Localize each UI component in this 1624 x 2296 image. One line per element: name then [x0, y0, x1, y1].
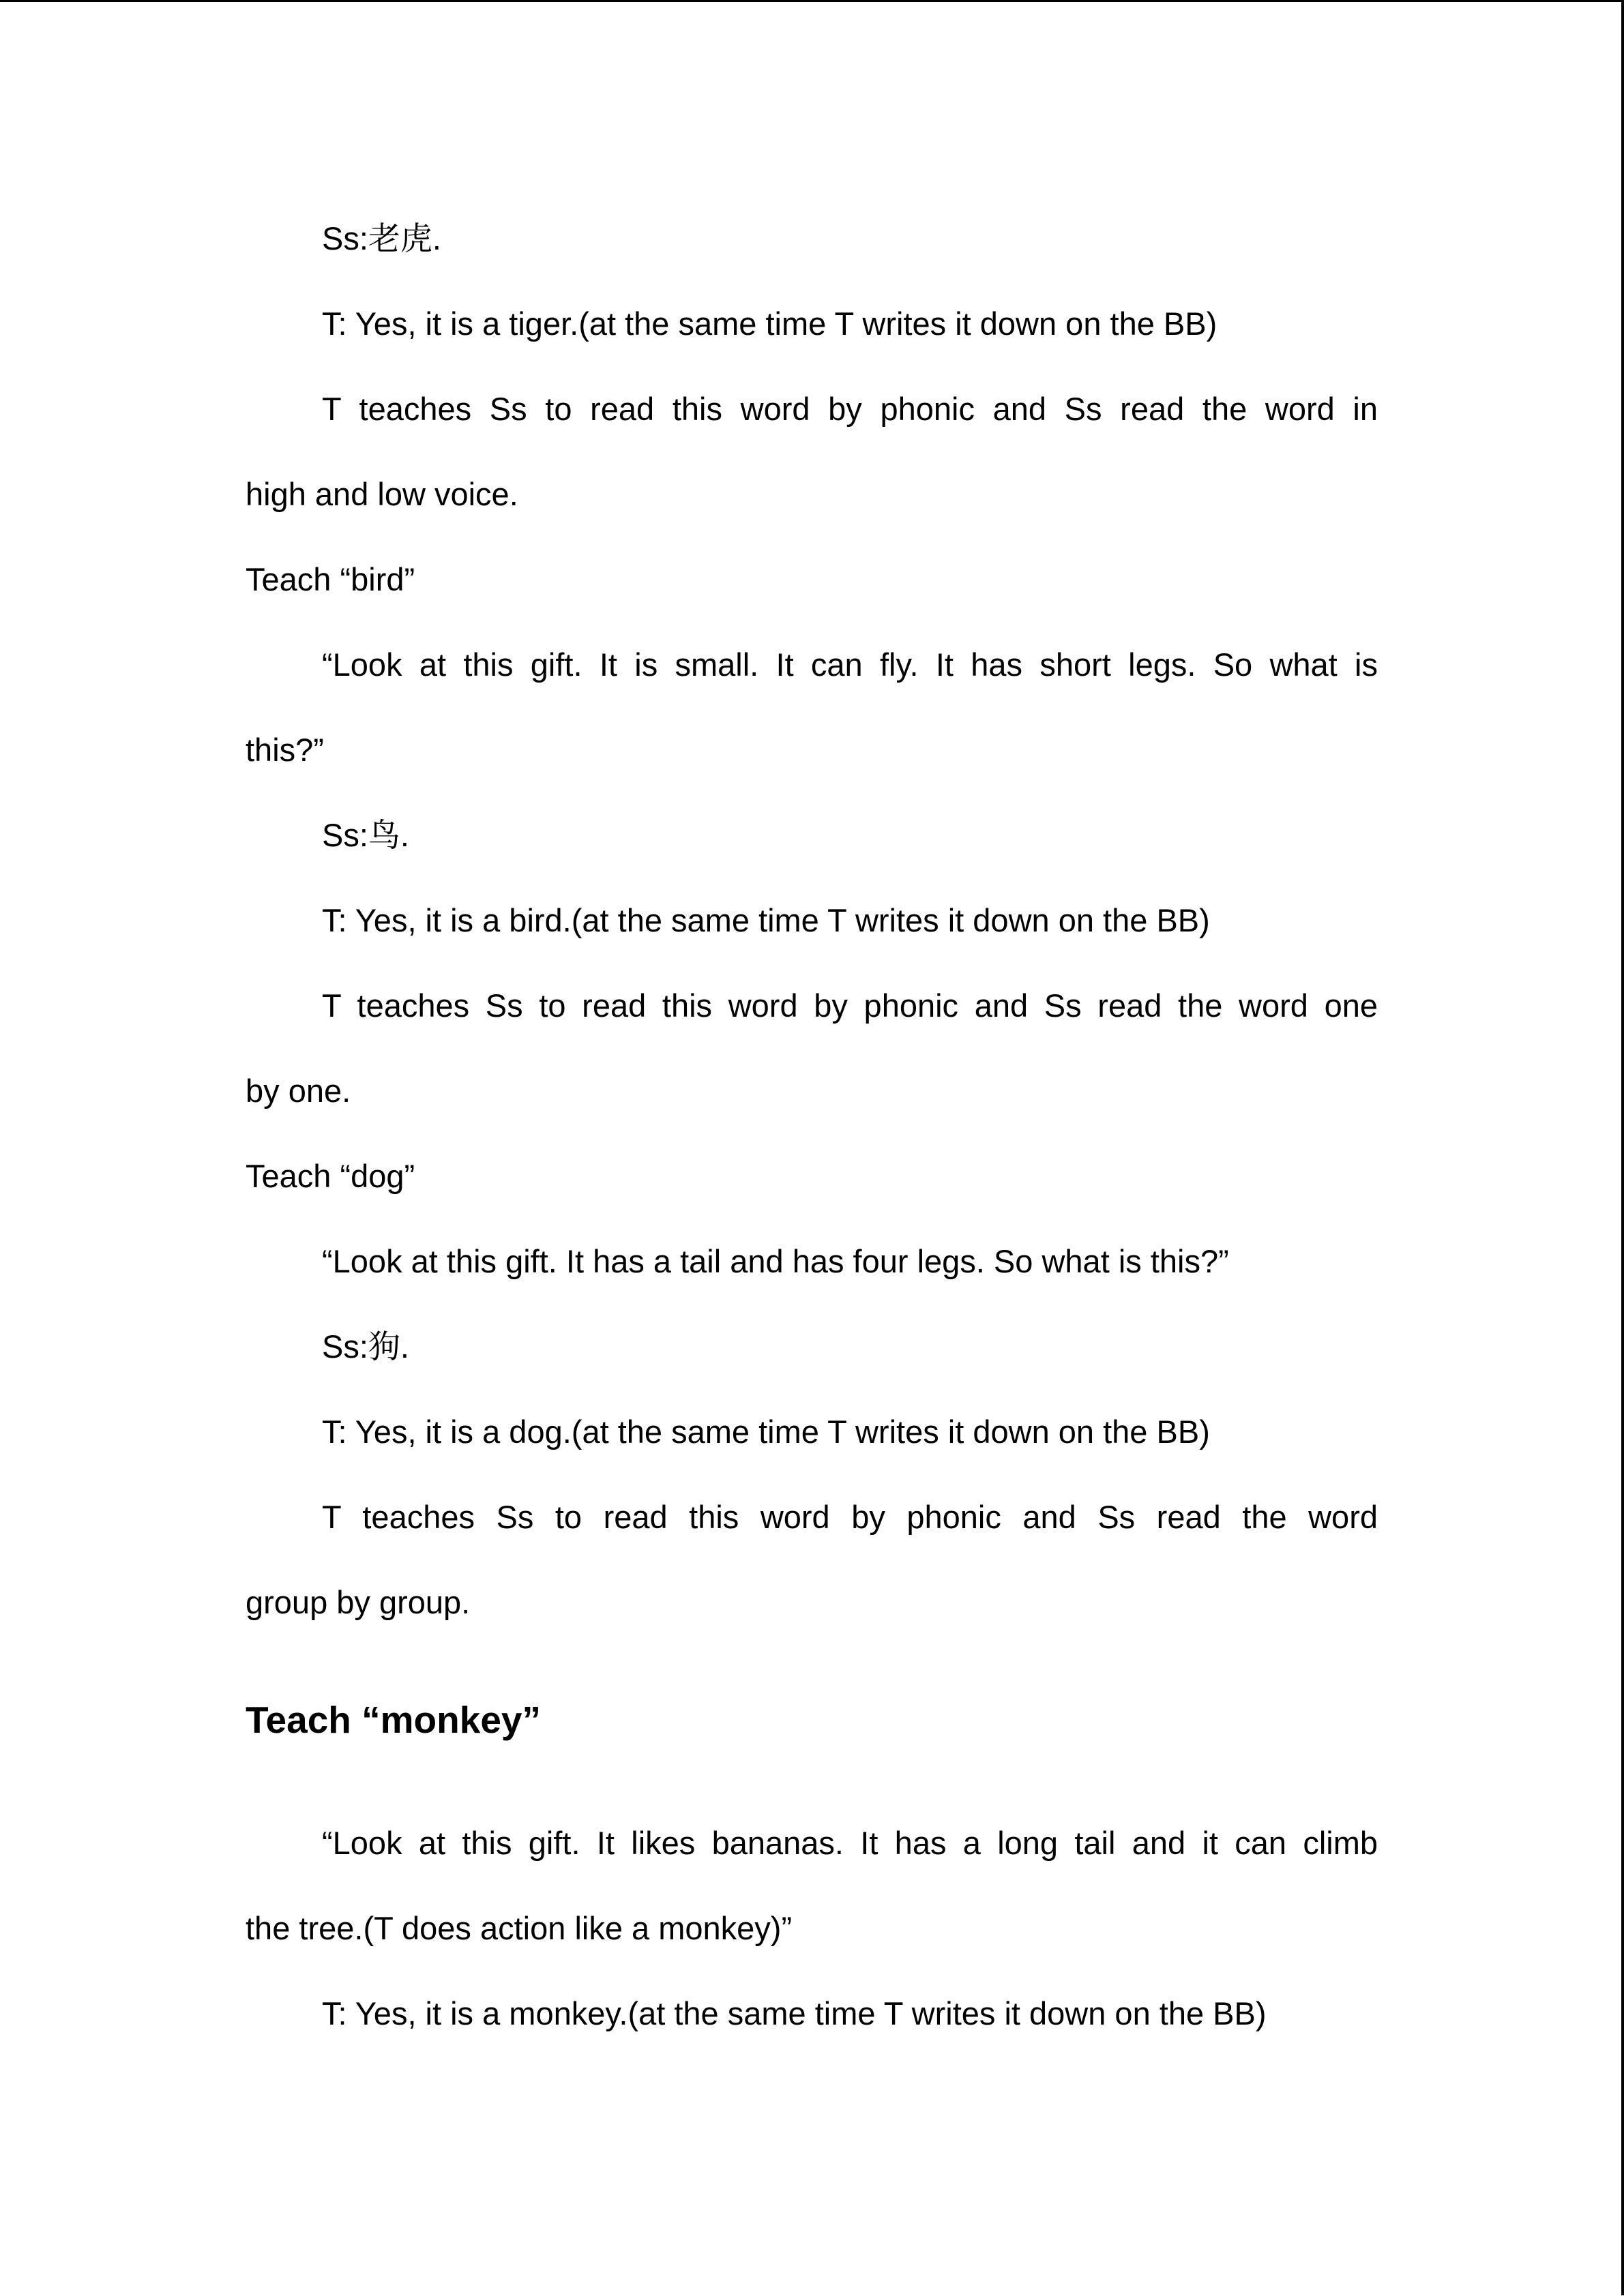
instruction-line-bird: T teaches Ss to read this word by phonic and Ss read the word one	[322, 987, 1378, 1024]
dialogue-line-teacher-dog: T: Yes, it is a dog.(at the same time T writes it down on the BB)	[322, 1414, 1210, 1450]
prompt-line-bird-continued: this?”	[246, 732, 324, 768]
prompt-line-monkey: “Look at this gift. It likes bananas. It has a long tail and it can climb	[322, 1825, 1378, 1861]
instruction-line-dog: T teaches Ss to read this word by phonic and Ss read the word	[322, 1499, 1378, 1535]
dialogue-line-teacher-tiger: T: Yes, it is a tiger.(at the same time T writes it down on the BB)	[322, 305, 1217, 342]
prompt-line-monkey-continued: the tree.(T does action like a monkey)”	[246, 1910, 793, 1946]
prompt-line-dog: “Look at this gift. It has a tail and has four legs. So what is this?”	[322, 1243, 1229, 1279]
instruction-line-tiger: T teaches Ss to read this word by phonic and Ss read the word in	[322, 391, 1378, 427]
dialogue-line-ss-bird: Ss:鸟.	[322, 817, 409, 853]
instruction-line-bird-continued: by one.	[246, 1073, 351, 1109]
prompt-line-bird: “Look at this gift. It is small. It can fly. It has short legs. So what is	[322, 646, 1378, 683]
dialogue-line-ss-tiger: Ss:老虎.	[322, 220, 441, 256]
dialogue-line-teacher-monkey: T: Yes, it is a monkey.(at the same time T writes it down on the BB)	[322, 1995, 1267, 2031]
instruction-line-tiger-continued: high and low voice.	[246, 476, 518, 512]
dialogue-line-ss-dog: Ss:狗.	[322, 1328, 409, 1365]
instruction-line-dog-continued: group by group.	[246, 1584, 471, 1620]
section-label-bird: Teach “bird”	[246, 561, 415, 597]
section-heading-monkey: Teach “monkey”	[246, 1699, 542, 1741]
section-label-dog: Teach “dog”	[246, 1158, 415, 1194]
dialogue-line-teacher-bird: T: Yes, it is a bird.(at the same time T writes it down on the BB)	[322, 902, 1210, 938]
